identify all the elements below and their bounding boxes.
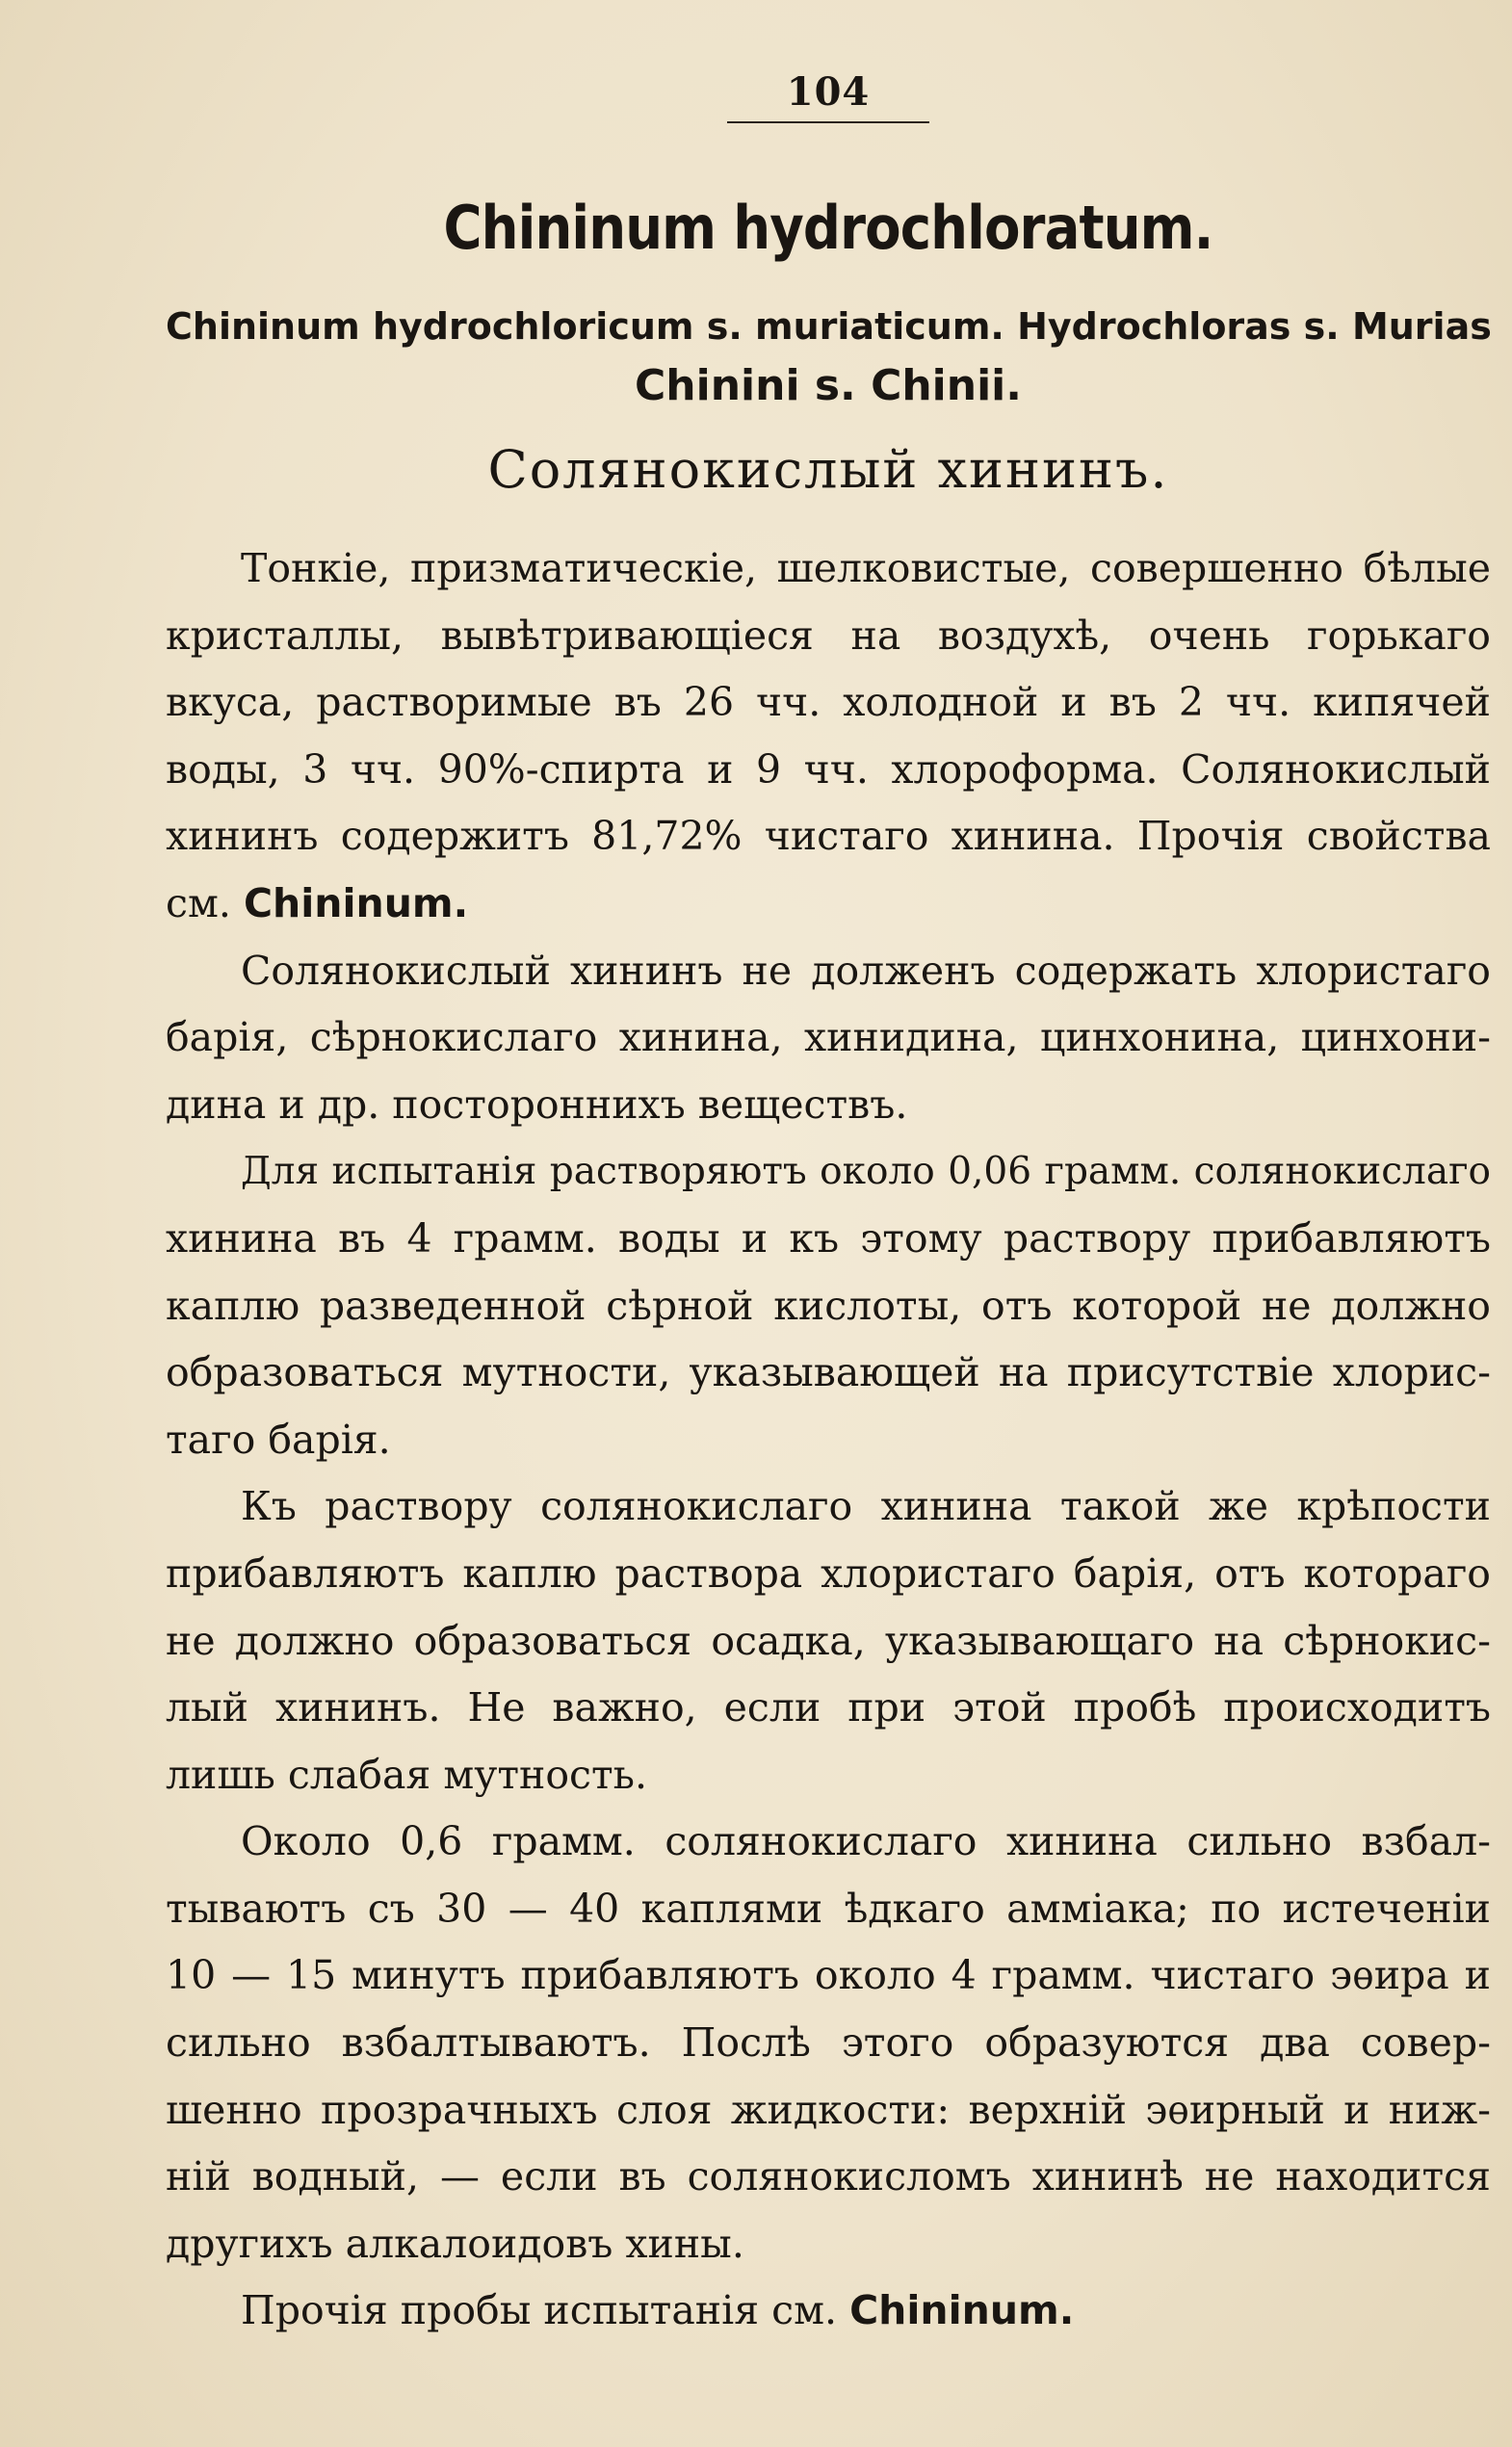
page-number: 104 [786,69,871,115]
paragraph-barium-test [166,1138,1491,1473]
text-line: Около 0,6 грамм. солянокислаго хинина сильно взбал- [241,1818,1491,1865]
text-line: лишь слабая мутность. [166,1751,648,1798]
text-line: прибавляютъ каплю раствора хлористаго барія, отъ котораго [166,1549,1491,1597]
text-line: сильно взбалтываютъ. Послѣ этого образуются два совер- [166,2019,1491,2067]
text-line: Тонкіе, призматическіе, шелковистые, совершенно бѣлые [241,545,1491,591]
page-number-rule [727,121,929,123]
article-title: Chininum hydrochloratum. [443,193,1213,263]
article-body [166,535,1491,2345]
text-line: дина и др. постороннихъ веществъ. [166,1080,908,1128]
text-line: барія, сѣрнокислаго хинина, хинидина, цинхонина, цинхони- [166,1014,1491,1061]
latin-synonyms-line: Chinini s. Chinii. [635,361,1022,410]
paragraph-alkaloid-test [166,1809,1491,2278]
text-line: 10 — 15 минутъ прибавляютъ около 4 грамм. чистаго эѳира и [166,1952,1491,1999]
text-line: шенно прозрачныхъ слоя жидкости: верхній эѳирный и ниж- [166,2086,1491,2133]
paragraph-properties [166,535,1491,938]
latin-synonyms [166,297,1491,416]
text-line: образоваться мутности, указывающей на присутствіе хлорис- [166,1349,1491,1396]
cross-reference-prefix: Прочія пробы испытанія см. [241,2287,838,2334]
text-line: лый хининъ. Не важно, если при этой пробѣ происходитъ [166,1684,1491,1731]
text-line: Къ раствору солянокислаго хинина такой же крѣпости [241,1483,1491,1530]
text-line: вкуса, растворимые въ 26 чч. холодной и въ 2 чч. кипячей [166,679,1491,726]
cross-reference: Chininum. [243,879,469,926]
text-line: Для испытанія растворяютъ около 0,06 грамм. солянокислаго [241,1150,1491,1194]
cross-reference: Chininum. [849,2287,1075,2334]
text-line: воды, 3 чч. 90%-спирта и 9 чч. хлороформа. Солянокислый [166,745,1491,793]
latin-synonyms-line: Chininum hydrochloricum s. muriaticum. Hydrochloras s. Murias [166,305,1492,348]
text-line: не должно образоваться осадка, указывающаго на сѣрнокис- [166,1617,1491,1664]
paragraph-sulfate-test [166,1473,1491,1809]
text-line: тываютъ съ 30 — 40 каплями ѣдкаго амміака; по истеченіи [166,1885,1491,1932]
text-line: Солянокислый хининъ не долженъ содержать хлористаго [241,947,1491,994]
russian-title: Солянокислый хининъ. [487,439,1169,500]
cross-reference-prefix: см. [166,879,231,926]
text-line [166,871,1491,938]
text-line: кристаллы, вывѣтривающіеся на воздухѣ, очень горькаго [166,612,1491,659]
paragraph-other-tests [166,2278,1491,2345]
text-line: другихъ алкалоидовъ хины. [166,2220,744,2267]
text-line: ній водный, — если въ солянокисломъ хининѣ не находится [166,2153,1491,2200]
text-line: хинина въ 4 грамм. воды и къ этому раствору прибавляютъ [166,1214,1491,1262]
paragraph-impurities [166,938,1491,1139]
text-line [166,2278,1491,2345]
text-line: хининъ содержитъ 81,72% чистаго хинина. Прочія свойства [166,813,1491,860]
text-line: таго барія. [166,1416,391,1463]
text-line: каплю разведенной сѣрной кислоты, отъ которой не должно [166,1282,1491,1329]
